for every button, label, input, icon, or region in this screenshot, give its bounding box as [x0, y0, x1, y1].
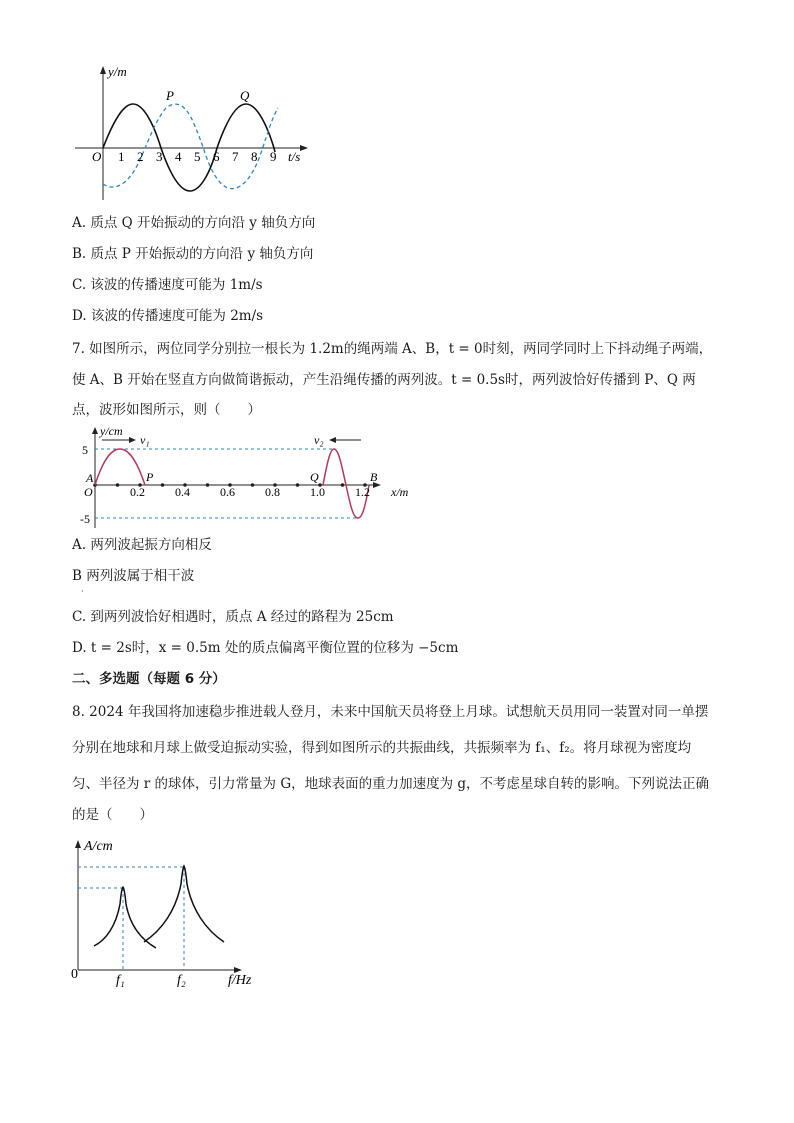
- x-tick-label: 2: [137, 149, 144, 164]
- q7-stem-line1: 7. 如图所示，两位同学分别拉一根长为 1.2m的绳两端 A、B，t = 0时刻，两同学同时上下抖动绳子两端，: [72, 341, 713, 357]
- y-axis-arrow: [92, 427, 98, 434]
- axis-dot: [206, 483, 210, 487]
- q7-option-d[interactable]: D. t = 2s时，x = 0.5m 处的质点偏离平衡位置的位移为 −5cm: [72, 640, 459, 656]
- x-axis-arrow: [300, 145, 308, 151]
- x-tick-label: 3: [156, 149, 163, 164]
- stray-dot: ·: [81, 587, 84, 596]
- v1-label: v₁: [140, 433, 150, 447]
- label-q: Q: [310, 470, 319, 484]
- figure-yt-graph: [70, 60, 320, 205]
- rope-wave-svg: [78, 424, 428, 530]
- label-o: O: [84, 485, 93, 499]
- x-tick-label: 1.0: [310, 485, 325, 499]
- y-axis-label: y/cm: [100, 424, 123, 438]
- section-heading: 二、多选题（每题 6 分）: [72, 671, 226, 687]
- q8-stem-line1: 8. 2024 年我国将加速稳步推进载人登月，未来中国航天员将登上月球。试想航天员用同一装置对同一单摆: [72, 704, 709, 720]
- y-axis-arrow: [100, 66, 106, 74]
- x-tick-label: 8: [251, 149, 258, 164]
- axis-dot: [251, 483, 255, 487]
- x-tick-label: 0.6: [220, 485, 235, 499]
- q6-option-c[interactable]: C. 该波的传播速度可能为 1m/s: [72, 277, 263, 293]
- x-tick-label: 7: [232, 149, 239, 164]
- x-tick-label: 4: [175, 149, 182, 164]
- q6-option-a[interactable]: A. 质点 Q 开始振动的方向沿 y 轴负方向: [72, 215, 316, 231]
- x-tick-label: 9: [270, 149, 277, 164]
- wave-right: [323, 449, 369, 518]
- origin-label: O: [92, 149, 102, 164]
- v2-label: v₂: [314, 433, 324, 447]
- resonance-curve-1: [94, 887, 156, 948]
- yt-graph-svg: [70, 60, 320, 205]
- q7-stem-line3: 点，波形如图所示，则（ ）: [72, 402, 261, 418]
- figure-rope-wave: [78, 424, 428, 530]
- v1-arrowhead: [129, 437, 136, 443]
- x-tick-label: 5: [194, 149, 201, 164]
- q6-option-b[interactable]: B. 质点 P 开始振动的方向沿 y 轴负方向: [72, 246, 314, 262]
- x-tick-label: 1.2: [355, 485, 370, 499]
- q7-option-a[interactable]: A. 两列波起振方向相反: [72, 537, 212, 553]
- q7-stem-line2: 使 A、B 开始在竖直方向做简谐振动，产生沿绳传播的两列波。t = 0.5s时，两列波恰好传播到 P、Q 两: [72, 372, 696, 388]
- q8-stem-line2: 分别在地球和月球上做受迫振动实验，得到如图所示的共振曲线，共振频率为 f₁、f₂。将月球视为密度均: [72, 740, 692, 756]
- y-bottom-label: -5: [80, 512, 90, 526]
- resonance-svg: [66, 830, 266, 992]
- x-tick-label: 1: [118, 149, 125, 164]
- f2-label: f₂: [177, 973, 186, 988]
- y-axis-label: y/m: [108, 64, 127, 79]
- axis-dot: [161, 483, 165, 487]
- q6-option-d[interactable]: D. 该波的传播速度可能为 2m/s: [72, 308, 264, 324]
- y-axis-label: A/cm: [84, 839, 113, 854]
- origin-label: 0: [71, 967, 78, 982]
- axis-dot: [341, 483, 345, 487]
- figure-resonance: [66, 830, 266, 992]
- y-top-label: 5: [82, 443, 88, 457]
- x-tick-label: 0.2: [130, 485, 145, 499]
- x-tick-label: 0.8: [265, 485, 280, 499]
- wave-p-curve: [103, 104, 278, 189]
- label-a: A: [86, 471, 94, 485]
- x-axis-label: t/s: [288, 149, 301, 164]
- label-b: B: [370, 470, 378, 484]
- y-axis-arrow: [75, 840, 81, 848]
- label-p: P: [166, 88, 174, 103]
- label-p: P: [146, 470, 154, 484]
- q8-stem-line3: 匀、半径为 r 的球体，引力常量为 G，地球表面的重力加速度为 g，不考虑星球自转的影响。下列说法正确: [72, 776, 710, 792]
- x-tick-label: 0.4: [175, 485, 190, 499]
- label-q: Q: [240, 88, 250, 103]
- q7-option-c[interactable]: C. 到两列波恰好相遇时，质点 A 经过的路程为 25cm: [72, 609, 394, 625]
- x-tick-labels: [118, 149, 277, 164]
- x-tick-label: 6: [213, 149, 220, 164]
- f1-label: f₁: [116, 973, 125, 988]
- axis-dot: [296, 483, 300, 487]
- x-axis-label: x/m: [391, 485, 409, 499]
- wave-left: [95, 449, 145, 485]
- q7-option-b[interactable]: B 两列波属于相干波: [72, 568, 195, 584]
- x-tick-labels: [130, 485, 370, 499]
- axis-dot: [116, 483, 120, 487]
- q8-stem-line4: 的是（ ）: [72, 807, 153, 823]
- x-axis-label: f/Hz: [228, 973, 252, 988]
- v2-arrowhead: [329, 437, 336, 443]
